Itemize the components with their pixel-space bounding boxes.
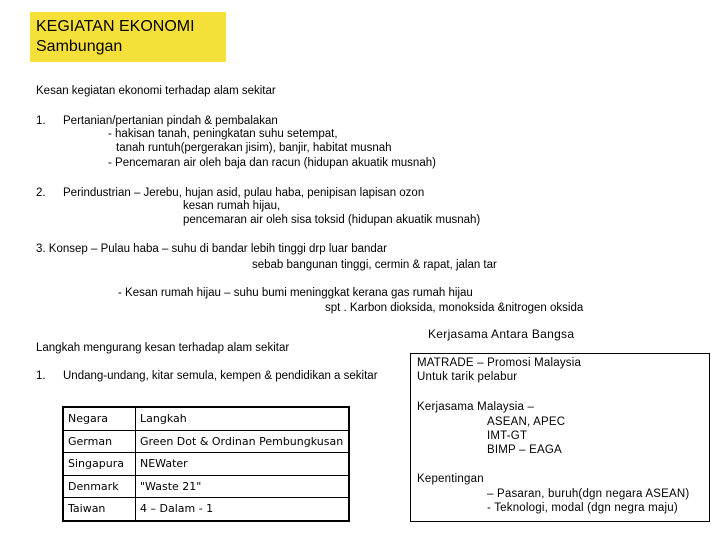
matrade-line2: Untuk tarik pelabur [417,371,518,383]
table-row [63,453,349,476]
item2-number: 2. [36,187,46,199]
table-cell-langkah: NEWater [136,453,350,476]
km-line3: IMT-GT [487,430,528,442]
heading-langkah: Langkah mengurang kesan terhadap alam sekitar [36,342,290,354]
table-header-langkah: Langkah [136,407,350,430]
item3-line4: spt . Karbon dioksida, monoksida &nitrogen oksida [325,302,584,314]
kepentingan-line1: Kepentingan [417,473,484,485]
table-row [63,475,349,498]
item2-line1: Perindustrian – Jerebu, hujan asid, pulau haba, penipisan lapisan ozon [63,187,425,199]
langkah-item1-number: 1. [36,370,46,382]
table-cell-negara: Taiwan [63,498,136,521]
kepentingan-line2: – Pasaran, buruh(dgn negara ASEAN) [487,488,690,500]
kepentingan-line3: - Teknologi, modal (dgn negra maju) [487,502,678,514]
item1-number: 1. [36,115,46,127]
table-cell-langkah: "Waste 21" [136,475,350,498]
item2-line3: pencemaran air oleh sisa toksid (hidupan akuatik musnah) [183,214,481,226]
title-line1: KEGIATAN EKONOMI [36,18,195,35]
matrade-line1: MATRADE – Promosi Malaysia [417,357,582,369]
table-header-negara: Negara [63,407,136,430]
table-row [63,430,349,453]
langkah-item1-text: Undang-undang, kitar semula, kempen & pendidikan a sekitar [63,370,378,382]
title-line2: Sambungan [36,38,123,55]
title-box [30,12,226,62]
table-row [63,498,349,521]
langkah-table [62,406,350,522]
km-line1: Kerjasama Malaysia – [417,401,535,413]
kerjasama-heading: Kerjasama Antara Bangsa [428,327,575,341]
table-header-row [63,407,349,430]
item3-line1: 3. Konsep – Pulau haba – suhu di bandar lebih tinggi drp luar bandar [36,243,388,255]
table-cell-negara: Denmark [63,475,136,498]
heading-kesan: Kesan kegiatan ekonomi terhadap alam sekitar [36,85,276,97]
item2-line2: kesan rumah hijau, [183,200,281,212]
item1-line3: tanah runtuh(pergerakan jisim), banjir, habitat musnah [116,142,392,154]
table-cell-langkah: Green Dot & Ordinan Pembungkusan [136,430,350,453]
item3-line3: - Kesan rumah hijau – suhu bumi meninggkat kerana gas rumah hijau [118,287,473,299]
km-line4: BIMP – EAGA [487,444,562,456]
item1-line4: - Pencemaran air oleh baja dan racun (hidupan akuatik musnah) [108,157,436,169]
km-line2: ASEAN, APEC [487,416,566,428]
item1-line2: - hakisan tanah, peningkatan suhu setempat, [108,128,338,140]
table-cell-negara: Singapura [63,453,136,476]
table-cell-negara: German [63,430,136,453]
table-cell-langkah: 4 – Dalam - 1 [136,498,350,521]
item3-line2: sebab bangunan tinggi, cermin & rapat, jalan tar [252,259,497,271]
item1-line1: Pertanian/pertanian pindah & pembalakan [63,115,278,127]
